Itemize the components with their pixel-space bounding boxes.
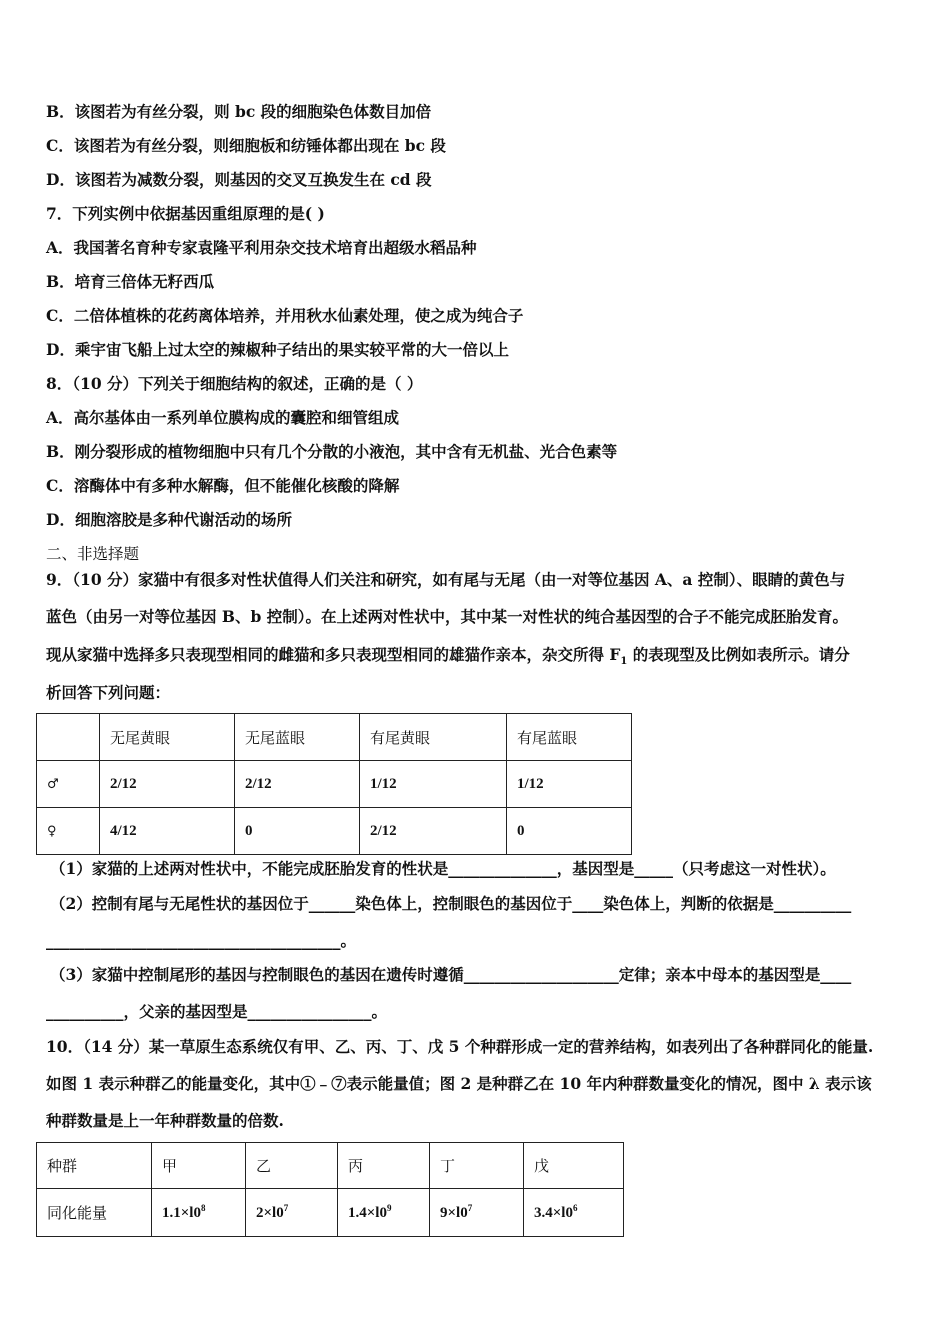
q7-stem: 7．下列实例中依据基因重组原理的是( ) (46, 204, 325, 223)
table-row (37, 761, 632, 808)
table-header-cell: 甲 (152, 1143, 246, 1189)
table-header-cell: 有尾蓝眼 (507, 714, 632, 761)
table-cell-female: ♀ (37, 808, 100, 855)
q6-option-b: B．该图若为有丝分裂，则 bc 段的细胞染色体数目加倍 (46, 102, 432, 121)
table-header-cell: 乙 (246, 1143, 338, 1189)
q10-stem-line3: 种群数量是上一年种群数量的倍数. (46, 1111, 284, 1130)
table-cell: 2/12 (360, 808, 507, 855)
table-header-cell (37, 714, 100, 761)
table-cell: 0 (235, 808, 360, 855)
table-cell: $1.1\times l0^8$ (152, 1189, 246, 1237)
q7-option-c: C．二倍体植株的花药离体培养，并用秋水仙素处理，使之成为纯合子 (46, 306, 524, 325)
q8-option-d: D．细胞溶胶是多种代谢活动的场所 (46, 510, 292, 529)
q10-stem-line1: 10．（14 分）某一草原生态系统仅有甲、乙、丙、丁、戊 5 个种群形成一定的营养结构，如表列出了各种群同化的能量. (46, 1037, 874, 1056)
table-header-cell: 丙 (338, 1143, 430, 1189)
q9-subquestion-1: （1）家猫的上述两对性状中，不能完成胚胎发育的性状是______________，基因型是_____（只考虑这一对性状）。 (50, 859, 836, 878)
q9-subquestion-3-line1: （3）家猫中控制尾形的基因与控制眼色的基因在遗传时遵循____________________定律；亲本中母本的基因型是____ (50, 965, 852, 984)
table-cell: 0 (507, 808, 632, 855)
q6-option-d: D．该图若为减数分裂，则基因的交叉互换发生在 cd 段 (46, 170, 432, 189)
table-cell: 2/12 (235, 761, 360, 808)
table-cell: 1/12 (360, 761, 507, 808)
q10-stem-line2: 如图 1 表示种群乙的能量变化，其中①﹣⑦表示能量值；图 2 是种群乙在 10 年内种群数量变化的情况，图中 λ 表示该 (46, 1074, 872, 1093)
q8-stem: 8．（10 分）下列关于细胞结构的叙述，正确的是（ ） (46, 374, 423, 393)
q9-subquestion-2-line2: ______________________________________。 (46, 931, 357, 950)
table-header-cell: 戊 (524, 1143, 624, 1189)
q7-option-a: A．我国著名育种专家袁隆平利用杂交技术培育出超级水稻品种 (46, 238, 477, 257)
table-cell: $9\times l0^7$ (430, 1189, 524, 1237)
q8-option-b: B．刚分裂形成的植物细胞中只有几个分散的小液泡，其中含有无机盐、光合色素等 (46, 442, 618, 461)
q10-energy-table (36, 1142, 624, 1237)
table-cell: $3.4\times l0^6$ (524, 1189, 624, 1237)
table-cell: $2\times l0^7$ (246, 1189, 338, 1237)
table-header-cell: 丁 (430, 1143, 524, 1189)
q9-stem-line4: 析回答下列问题： (46, 683, 171, 702)
q9-stem-line3: 现从家猫中选择多只表现型相同的雌猫和多只表现型相同的雄猫作亲本，杂交所得 $F_1$ 的表现型及比例如表所示。请分 (46, 645, 850, 668)
table-header-cell: 无尾蓝眼 (235, 714, 360, 761)
table-header-cell: 种群 (37, 1143, 152, 1189)
q6-option-c: C．该图若为有丝分裂，则细胞板和纺锤体都出现在 bc 段 (46, 136, 446, 155)
table-row (37, 1189, 624, 1237)
q9-stem-line1: 9．（10 分）家猫中有很多对性状值得人们关注和研究，如有尾与无尾（由一对等位基因 A、a 控制）、眼睛的黄色与 (46, 570, 846, 589)
table-row (37, 808, 632, 855)
q9-phenotype-table (36, 713, 632, 855)
table-header-cell: 有尾黄眼 (360, 714, 507, 761)
q8-option-c: C．溶酶体中有多种水解酶，但不能催化核酸的降解 (46, 476, 400, 495)
table-cell: $1.4\times l0^9$ (338, 1189, 430, 1237)
q9-subquestion-3-line2: __________，父亲的基因型是________________。 (46, 1002, 388, 1021)
q9-stem-line2: 蓝色（由另一对等位基因 B、b 控制）。在上述两对性状中，其中某一对性状的纯合基因型的合子不能完成胚胎发育。 (46, 607, 848, 626)
section-heading: 二、非选择题 (46, 545, 140, 563)
q7-option-b: B．培育三倍体无籽西瓜 (46, 272, 215, 291)
table-cell-male: ♂ (37, 761, 100, 808)
q9-subquestion-2-line1: （2）控制有尾与无尾性状的基因位于______染色体上，控制眼色的基因位于____染色体上，判断的依据是__________ (50, 894, 852, 913)
table-header-row (37, 1143, 624, 1189)
table-cell: 4/12 (100, 808, 235, 855)
table-header-cell: 无尾黄眼 (100, 714, 235, 761)
table-header-row (37, 714, 632, 761)
q8-option-a: A．高尔基体由一系列单位膜构成的囊腔和细管组成 (46, 408, 400, 427)
table-cell: 1/12 (507, 761, 632, 808)
q7-option-d: D．乘宇宙飞船上过太空的辣椒种子结出的果实较平常的大一倍以上 (46, 340, 509, 359)
table-row-label: 同化能量 (37, 1189, 152, 1237)
table-cell: 2/12 (100, 761, 235, 808)
